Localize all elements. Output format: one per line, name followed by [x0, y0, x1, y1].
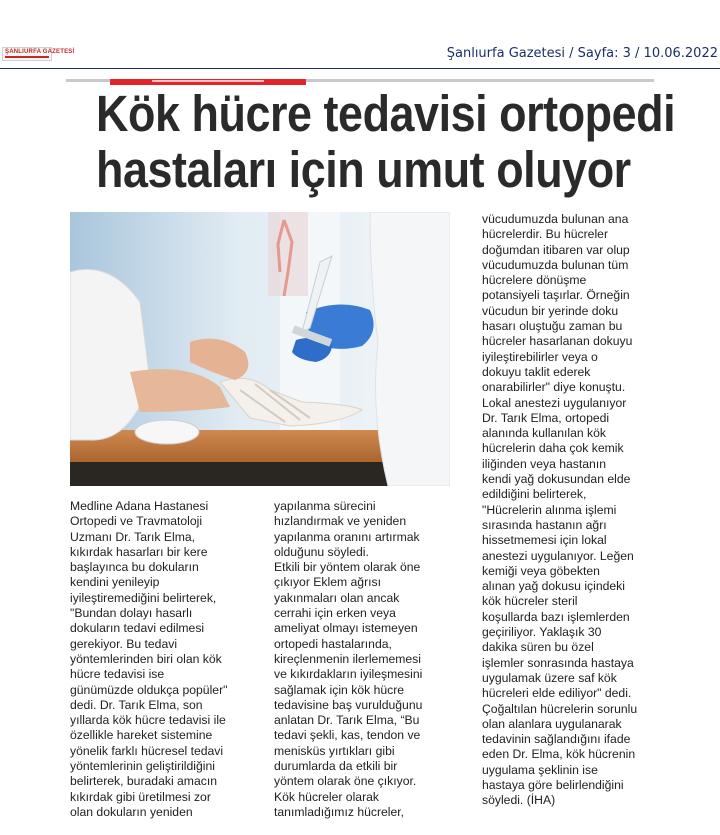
article-line: çıkıyor Eklem ağrısı: [274, 575, 382, 590]
article-headline: [96, 85, 676, 198]
article-line: ameliyat olmayı istemeyen: [274, 621, 418, 636]
article-line: günümüzde oldukça popüler": [70, 682, 228, 697]
article-line: tanımladığımız hücreler,: [274, 804, 405, 819]
article-line: hücre tedavisi ise: [70, 667, 165, 682]
article-line: hissetmemesi için lokal: [482, 533, 607, 548]
doctor-coat: [370, 212, 450, 486]
article-line: kıkırdak gibi üretilmesi zor: [70, 789, 211, 804]
page-info: Şanlıurfa Gazetesi / Sayfa: 3 / 10.06.2022: [446, 46, 718, 61]
article-line: kıkırdak hasarları bir kere: [70, 544, 208, 559]
article-line: vücudun bir yerinde doku: [482, 303, 619, 318]
article-line: yöntemlerinden biri olan kök: [70, 651, 222, 666]
article-line: hücreleri elde ediliyor" dedi.: [482, 686, 632, 701]
article-line: ve kıkırdakların iyileşmesini: [274, 667, 423, 682]
article-line: tedavisine baş vurulduğunu: [274, 697, 423, 712]
page-header: [0, 0, 720, 70]
header-divider: [0, 68, 720, 69]
article-line: yönelik farklı hücresel tedavi: [70, 743, 224, 758]
article-line: hücrelerin daha çok kemik: [482, 441, 624, 456]
article-line: sağlamak için kök hücre: [274, 682, 405, 697]
article-line: yapılanma sürecini: [274, 499, 376, 513]
article-line: koşullarda bazı işlemlerden: [482, 609, 630, 624]
headline-line-1: Kök hücre tedavisi ortopedi: [96, 85, 676, 142]
article-line: iyileştiremediğini belirterek,: [70, 590, 217, 605]
article-line: cerrahi için erken veya: [274, 606, 396, 621]
article-line: vücudumuzda bulunan ana: [482, 212, 629, 226]
article-line: onarabilirler" diye konuştu.: [482, 380, 626, 395]
ankle-bandage-illustration: [70, 212, 450, 486]
article-column-3: [482, 212, 637, 809]
article-line: Medline Adana Hastanesi: [70, 499, 209, 513]
article-line: kök hücreler steril: [482, 594, 578, 609]
article-line: olduğunu söyledi.: [274, 544, 369, 559]
article-line: dedi. Dr. Tarık Elma, son: [70, 697, 203, 712]
article-line: anlatan Dr. Tarık Elma, “Bu: [274, 713, 420, 728]
article-line: iyileştirebilirler veya o: [482, 349, 598, 364]
article-line: belirterek, buradaki amacın: [70, 774, 217, 789]
article-line: kendini yenileyip: [70, 575, 160, 590]
article-column-2: [274, 499, 422, 820]
article-line: doğumdan itibaren var olup: [482, 242, 630, 257]
article-line: hastaya göre belirlendiğini: [482, 777, 624, 792]
examination-table: [70, 430, 400, 464]
article-line: hücrelere dönüşme: [482, 273, 587, 288]
article-line: eden Dr. Elma, kök hücrenin: [482, 747, 636, 762]
article-line: sırasında hastanın ağrı: [482, 517, 607, 532]
article-line: "Hücrelerin alınma işlemi: [482, 502, 617, 517]
article-column-1: [70, 499, 227, 820]
article-line: yapılanma oranını artırmak: [274, 529, 420, 544]
article-line: edildiğini belirterek,: [482, 487, 587, 502]
article-line: alanında kullanılan kök: [482, 426, 606, 441]
article-line: alınan yağ dokusu içindeki: [482, 579, 625, 594]
article-line: iliğinden veya hastanın: [482, 456, 606, 471]
article-line: hasarı oluştuğu zaman bu: [482, 319, 623, 334]
logo-underline: [5, 56, 49, 58]
article-line: dokuların tedavi edilmesi: [70, 621, 205, 636]
article-line: anestezi uygulanıyor. Leğen: [482, 548, 634, 563]
article-line: Dr. Tarık Elma, ortopedi: [482, 410, 610, 425]
article-line: Kök hücreler olarak: [274, 789, 379, 804]
article-line: tedavi şekli, kas, tendon ve: [274, 728, 421, 743]
article-line: yakınmaları olan ancak: [274, 590, 400, 605]
article-line: hücreler hasarlanan dokuyu: [482, 334, 633, 349]
article-line: hızlandırmak ve yeniden: [274, 514, 407, 529]
article-line: kireçlenmenin ilerlememesi: [274, 651, 421, 666]
article-photo: [70, 212, 450, 486]
article-line: kemiği veya göbekten: [482, 563, 600, 578]
article-line: olan dokuların yeniden: [70, 804, 193, 819]
article-line: kendi yağ dokusundan elde: [482, 472, 631, 487]
bandage-roll: [135, 420, 199, 444]
red-strip-detail: [152, 80, 264, 82]
article-line: vücudumuzda bulunan tüm: [482, 257, 629, 272]
article-line: olan alanlara uygulanarak: [482, 716, 622, 731]
article-line: uygulamak üzere saf kök: [482, 670, 617, 685]
article-line: Lokal anestezi uygulanıyor: [482, 395, 627, 410]
article-line: yöntem olarak öne çıkıyor.: [274, 774, 417, 789]
article-line: Uzmanı Dr. Tarık Elma,: [70, 529, 196, 544]
article-line: söyledi. (İHA): [482, 793, 556, 808]
wall-poster: [268, 212, 308, 296]
article-line: durumlarda da etkili bir: [274, 759, 398, 774]
article-line: geçiriliyor. Yaklaşık 30: [482, 625, 602, 640]
newspaper-logo-text: ŞANLIURFA GAZETESİ: [5, 49, 75, 55]
article-line: yıllarda kök hücre tedavisi ile: [70, 713, 226, 728]
newspaper-logo: [2, 47, 75, 61]
article-line: işlemler sonrasında hastaya: [482, 655, 634, 670]
article-line: Çoğaltılan hücrelerin sorunlu: [482, 701, 638, 716]
article-line: ortopedi hastalarında,: [274, 636, 392, 651]
article-line: gerekiyor. Bu tedavi: [70, 636, 178, 651]
article-line: hücrelerdir. Bu hücreler: [482, 227, 608, 242]
article-line: Etkili bir yöntem olarak öne: [274, 560, 421, 575]
article-line: dokuyu taklit ederek: [482, 364, 591, 379]
article-line: potansiyeli taşırlar. Örneğin: [482, 288, 630, 303]
article-line: "Bundan dolayı hasarlı: [70, 606, 193, 621]
article-line: özellikle hareket sistemine: [70, 728, 213, 743]
article-line: uygulama şeklinin ise: [482, 762, 598, 777]
article-line: menisküs yırtıkları gibi: [274, 743, 395, 758]
article-line: dakika süren bu özel: [482, 640, 594, 655]
article-line: tedavinin sağlandığını ifade: [482, 732, 631, 747]
article-line: yöntemlerinin geliştirildiğini: [70, 759, 215, 774]
article-line: Ortopedi ve Travmatoloji: [70, 514, 203, 529]
article-line: başlayınca bu dokuların: [70, 560, 199, 575]
headline-line-2: hastaları için umut oluyor: [96, 141, 631, 198]
